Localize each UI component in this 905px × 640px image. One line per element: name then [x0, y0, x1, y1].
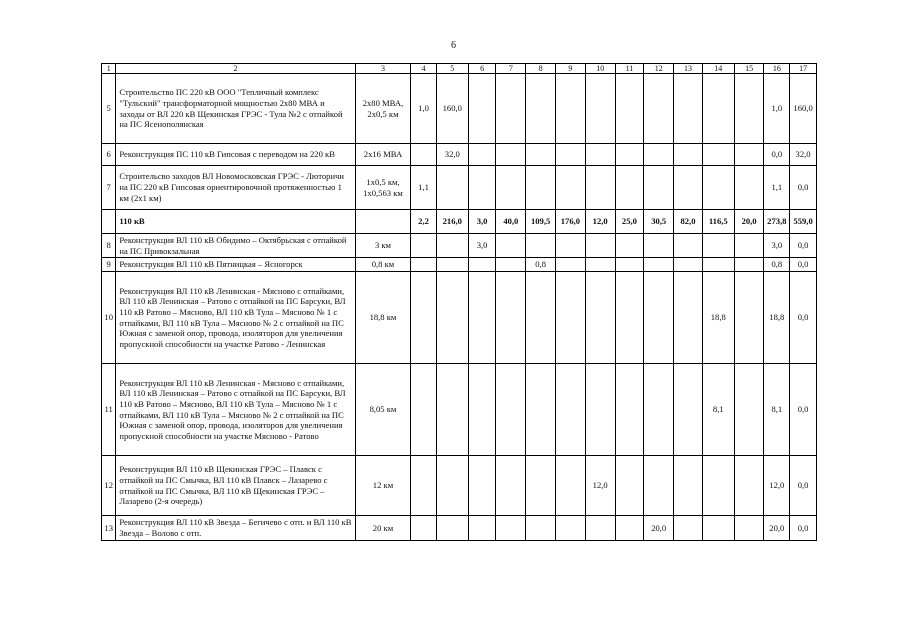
- value-cell: 0,0: [790, 258, 817, 272]
- value-cell: [734, 166, 764, 210]
- table-row: [102, 74, 817, 144]
- value-cell: [468, 516, 496, 540]
- value-cell: 116,5: [702, 210, 734, 234]
- value-cell: [644, 258, 674, 272]
- value-cell: [556, 234, 586, 258]
- value-cell: [644, 144, 674, 166]
- value-cell: 12,0: [764, 456, 790, 516]
- value-cell: 20,0: [734, 210, 764, 234]
- value-cell: [674, 364, 703, 456]
- table-row: [102, 144, 817, 166]
- value-cell: [734, 456, 764, 516]
- column-number-cell: 12: [644, 64, 674, 74]
- capacity-cell: 3 км: [355, 234, 410, 258]
- value-cell: [734, 272, 764, 364]
- table-row: [102, 364, 817, 456]
- description-cell: Реконструкция ВЛ 110 кВ Звезда – Бегичево с отп. и ВЛ 110 кВ Звезда – Волово с отп.: [116, 516, 355, 540]
- value-cell: 0,8: [526, 258, 556, 272]
- value-cell: [615, 516, 644, 540]
- value-cell: [496, 516, 526, 540]
- column-number-cell: 8: [526, 64, 556, 74]
- value-cell: [526, 234, 556, 258]
- subtotal-row: [102, 210, 817, 234]
- capacity-cell: 8,05 км: [355, 364, 410, 456]
- value-cell: [556, 364, 586, 456]
- value-cell: [644, 74, 674, 144]
- value-cell: [585, 516, 615, 540]
- value-cell: [496, 166, 526, 210]
- value-cell: [674, 74, 703, 144]
- value-cell: [496, 144, 526, 166]
- table-row: [102, 166, 817, 210]
- value-cell: [615, 74, 644, 144]
- value-cell: 160,0: [790, 74, 817, 144]
- value-cell: [644, 272, 674, 364]
- column-number-row: [102, 64, 817, 74]
- value-cell: 30,5: [644, 210, 674, 234]
- value-cell: 0,0: [790, 516, 817, 540]
- capacity-cell: 2х80 МВА, 2х0,5 км: [355, 74, 410, 144]
- row-number-cell: 8: [102, 234, 116, 258]
- description-cell: Реконструкция ВЛ 110 кВ Щекинская ГРЭС – Плавск с отпайкой на ПС Смычка, ВЛ 110 кВ Плавск – Лазарево с отпайкой на ПС Смычка, ВЛ 110 кВ Щекинская ГРЭС – Лазарево (2-я очередь): [116, 456, 355, 516]
- value-cell: [411, 272, 437, 364]
- column-number-cell: 3: [355, 64, 410, 74]
- column-number-cell: 1: [102, 64, 116, 74]
- value-cell: [468, 144, 496, 166]
- value-cell: [436, 516, 468, 540]
- table-row: [102, 234, 817, 258]
- value-cell: 3,0: [468, 234, 496, 258]
- value-cell: 160,0: [436, 74, 468, 144]
- value-cell: 32,0: [790, 144, 817, 166]
- value-cell: [556, 74, 586, 144]
- value-cell: [734, 258, 764, 272]
- page-number: 6: [451, 40, 456, 51]
- value-cell: [526, 74, 556, 144]
- table-row: [102, 258, 817, 272]
- value-cell: [556, 456, 586, 516]
- capacity-cell: [355, 210, 410, 234]
- value-cell: 82,0: [674, 210, 703, 234]
- column-number-cell: 16: [764, 64, 790, 74]
- value-cell: [556, 516, 586, 540]
- value-cell: [674, 456, 703, 516]
- value-cell: [674, 234, 703, 258]
- value-cell: [734, 364, 764, 456]
- value-cell: [468, 364, 496, 456]
- value-cell: 18,8: [702, 272, 734, 364]
- value-cell: [702, 258, 734, 272]
- value-cell: [411, 516, 437, 540]
- description-cell: Реконструкция ВЛ 110 кВ Ленинская - Мясново с отпайками, ВЛ 110 кВ Ленинская – Ратово с отпайкой на ПС Барсуки, ВЛ 110 кВ Ратово – Мясново, ВЛ 110 кВ Тула – Мясново № 1 с отпайками, ВЛ 110 кВ Тула – Мясново № 2 с отпайкой на ПС Южная с заменой опор, провода, изоляторов для увеличения пропускной способности на участке Мясново - Ратово: [116, 364, 355, 456]
- capacity-cell: 1х0,5 км, 1х0,563 км: [355, 166, 410, 210]
- value-cell: [556, 144, 586, 166]
- column-number-cell: 11: [615, 64, 644, 74]
- value-cell: [702, 456, 734, 516]
- column-number-cell: 5: [436, 64, 468, 74]
- value-cell: 0,0: [764, 144, 790, 166]
- column-number-cell: 13: [674, 64, 703, 74]
- description-cell: Реконструкция ВЛ 110 кВ Обидимо – Октябрьская с отпайкой на ПС Привокзальная: [116, 234, 355, 258]
- column-number-cell: 7: [496, 64, 526, 74]
- value-cell: 20,0: [644, 516, 674, 540]
- row-number-cell: 12: [102, 456, 116, 516]
- value-cell: [615, 166, 644, 210]
- value-cell: [585, 272, 615, 364]
- row-number-cell: 10: [102, 272, 116, 364]
- value-cell: [615, 456, 644, 516]
- value-cell: [496, 258, 526, 272]
- column-number-cell: 4: [411, 64, 437, 74]
- value-cell: [615, 272, 644, 364]
- value-cell: [644, 234, 674, 258]
- value-cell: [468, 456, 496, 516]
- capacity-cell: 0,8 км: [355, 258, 410, 272]
- value-cell: 1,0: [411, 74, 437, 144]
- value-cell: [496, 234, 526, 258]
- value-cell: [468, 166, 496, 210]
- value-cell: [556, 258, 586, 272]
- value-cell: 109,5: [526, 210, 556, 234]
- value-cell: [585, 258, 615, 272]
- row-number-cell: 11: [102, 364, 116, 456]
- column-number-cell: 17: [790, 64, 817, 74]
- value-cell: [585, 234, 615, 258]
- value-cell: [674, 272, 703, 364]
- value-cell: [674, 258, 703, 272]
- value-cell: 0,0: [790, 272, 817, 364]
- capacity-cell: 12 км: [355, 456, 410, 516]
- value-cell: [496, 456, 526, 516]
- value-cell: 216,0: [436, 210, 468, 234]
- value-cell: 1,0: [764, 74, 790, 144]
- row-number-cell: 5: [102, 74, 116, 144]
- value-cell: [411, 364, 437, 456]
- value-cell: [468, 258, 496, 272]
- value-cell: [615, 144, 644, 166]
- row-number-cell: [102, 210, 116, 234]
- value-cell: [436, 166, 468, 210]
- value-cell: [674, 144, 703, 166]
- value-cell: 12,0: [585, 210, 615, 234]
- value-cell: 32,0: [436, 144, 468, 166]
- value-cell: [436, 234, 468, 258]
- value-cell: [556, 272, 586, 364]
- column-number-cell: 15: [734, 64, 764, 74]
- value-cell: [644, 456, 674, 516]
- table-row: [102, 272, 817, 364]
- description-cell: Строительсво заходов ВЛ Новомосковская ГРЭС - Люторичи на ПС 220 кВ Гипсовая ориентировочной протяженностью 1 км (2х1 км): [116, 166, 355, 210]
- value-cell: [615, 234, 644, 258]
- value-cell: [702, 144, 734, 166]
- value-cell: [526, 364, 556, 456]
- value-cell: 559,0: [790, 210, 817, 234]
- value-cell: 0,0: [790, 456, 817, 516]
- value-cell: [468, 74, 496, 144]
- value-cell: [734, 144, 764, 166]
- value-cell: [411, 144, 437, 166]
- capacity-cell: 18,8 км: [355, 272, 410, 364]
- capacity-cell: 2х16 МВА: [355, 144, 410, 166]
- value-cell: [526, 272, 556, 364]
- value-cell: 273,8: [764, 210, 790, 234]
- row-number-cell: 13: [102, 516, 116, 540]
- value-cell: [585, 166, 615, 210]
- value-cell: [702, 234, 734, 258]
- value-cell: [674, 166, 703, 210]
- row-number-cell: 6: [102, 144, 116, 166]
- description-cell: Реконструкция ВЛ 110 кВ Пятницкая – Ясногорск: [116, 258, 355, 272]
- description-cell: Строительство ПС 220 кВ ООО "Тепличный комплекс "Тульский" трансформаторной мощностью 2х80 МВА и заходы от ВЛ 220 кВ Щекинская ГРЭС - Тула №2 с отпайкой на ПС Ясенополянская: [116, 74, 355, 144]
- value-cell: [526, 144, 556, 166]
- investment-table: [101, 63, 817, 541]
- value-cell: [526, 166, 556, 210]
- value-cell: 12,0: [585, 456, 615, 516]
- value-cell: [644, 166, 674, 210]
- value-cell: [526, 456, 556, 516]
- value-cell: 3,0: [468, 210, 496, 234]
- value-cell: 3,0: [764, 234, 790, 258]
- capacity-cell: 20 км: [355, 516, 410, 540]
- value-cell: [734, 516, 764, 540]
- table-row: [102, 516, 817, 540]
- value-cell: [526, 516, 556, 540]
- value-cell: [734, 74, 764, 144]
- value-cell: [702, 516, 734, 540]
- description-cell: 110 кВ: [116, 210, 355, 234]
- value-cell: [734, 234, 764, 258]
- value-cell: 0,8: [764, 258, 790, 272]
- value-cell: [585, 364, 615, 456]
- value-cell: [411, 258, 437, 272]
- column-number-cell: 2: [116, 64, 355, 74]
- value-cell: 1,1: [764, 166, 790, 210]
- value-cell: [702, 74, 734, 144]
- value-cell: [496, 364, 526, 456]
- column-number-cell: 6: [468, 64, 496, 74]
- value-cell: [436, 456, 468, 516]
- value-cell: [585, 74, 615, 144]
- value-cell: 0,0: [790, 234, 817, 258]
- value-cell: 20,0: [764, 516, 790, 540]
- value-cell: 8,1: [764, 364, 790, 456]
- description-cell: Реконструкция ВЛ 110 кВ Ленинская - Мясново с отпайками, ВЛ 110 кВ Ленинская – Ратово с отпайкой на ПС Барсуки, ВЛ 110 кВ Ратово – Мясново, ВЛ 110 кВ Тула – Мясново № 1 с отпайками, ВЛ 110 кВ Тула – Мясново № 2 с отпайкой на ПС Южная с заменой опор, провода, изоляторов для увеличения пропускной способности на участке Ратово - Ленинская: [116, 272, 355, 364]
- value-cell: [411, 456, 437, 516]
- value-cell: 0,0: [790, 166, 817, 210]
- table-row: [102, 456, 817, 516]
- value-cell: 0,0: [790, 364, 817, 456]
- value-cell: [615, 364, 644, 456]
- value-cell: 18,8: [764, 272, 790, 364]
- value-cell: [644, 364, 674, 456]
- value-cell: [496, 74, 526, 144]
- column-number-cell: 10: [585, 64, 615, 74]
- value-cell: [436, 272, 468, 364]
- value-cell: [615, 258, 644, 272]
- row-number-cell: 9: [102, 258, 116, 272]
- description-cell: Реконструкция ПС 110 кВ Гипсовая с переводом на 220 кВ: [116, 144, 355, 166]
- value-cell: [674, 516, 703, 540]
- value-cell: 25,0: [615, 210, 644, 234]
- value-cell: 8,1: [702, 364, 734, 456]
- value-cell: 40,0: [496, 210, 526, 234]
- value-cell: [496, 272, 526, 364]
- row-number-cell: 7: [102, 166, 116, 210]
- value-cell: [468, 272, 496, 364]
- value-cell: 2,2: [411, 210, 437, 234]
- value-cell: [556, 166, 586, 210]
- column-number-cell: 9: [556, 64, 586, 74]
- value-cell: [585, 144, 615, 166]
- value-cell: 176,0: [556, 210, 586, 234]
- value-cell: [436, 258, 468, 272]
- value-cell: 1,1: [411, 166, 437, 210]
- value-cell: [411, 234, 437, 258]
- value-cell: [436, 364, 468, 456]
- column-number-cell: 14: [702, 64, 734, 74]
- value-cell: [702, 166, 734, 210]
